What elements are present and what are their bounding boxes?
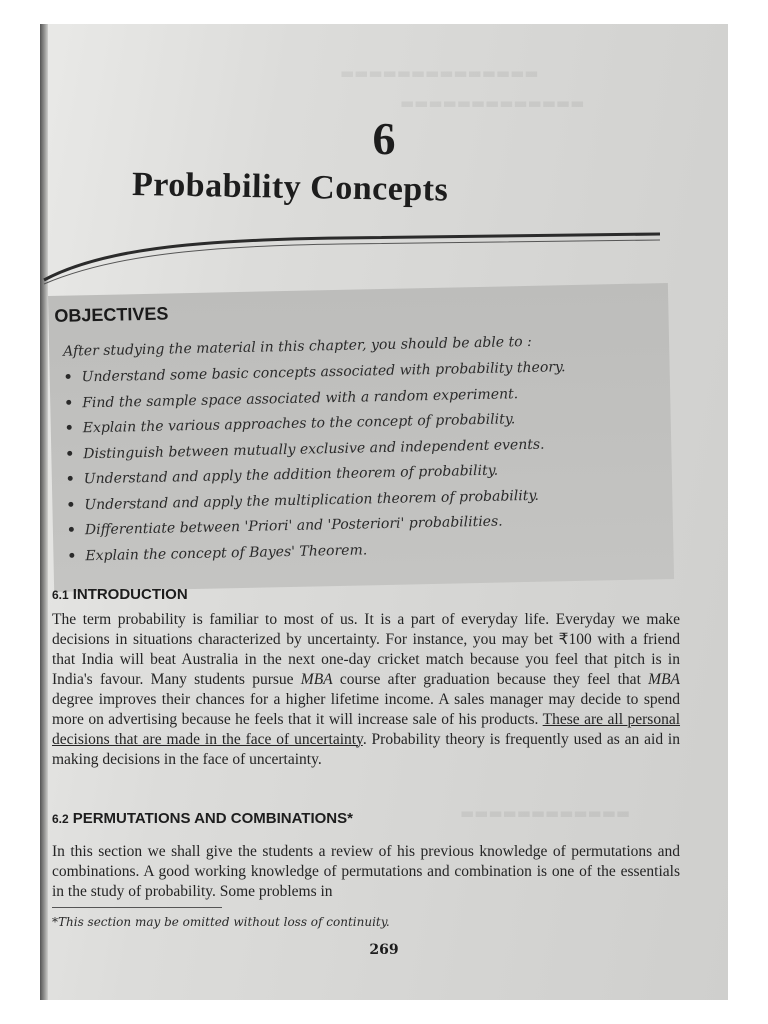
objectives-list xyxy=(64,359,570,573)
chapter-title: Probability Concepts xyxy=(131,166,449,209)
book-spine-shadow xyxy=(40,24,48,1000)
footnote-rule xyxy=(52,907,222,908)
objective-item: • Understand and apply the multiplication theorem of probability. xyxy=(66,487,540,514)
objectives-intro: After studying the material in this chapter, you should be able to : xyxy=(63,333,532,360)
objectives-heading: OBJECTIVES xyxy=(54,303,169,326)
introduction-paragraph: The term probability is familiar to most of us. It is a part of everyday life. Everyday we make decisions in situations characterized by uncertainty. For instance, you may bet ₹100 with a friend that India will beat Australia in the next one-day cricket match because you feel that pitch is in India's favour. Many students pursue MBA course after graduation because they feel that MBA degree improves their chances for a higher lifetime income. A sales manager may decide to spend more on advertising because he feels that it will increase sale of his products. These are all personal decisions that are made in the face of uncertainty. Probability theory is frequently used as an aid in making decisions in the face of uncertainty. xyxy=(52,611,681,768)
objective-item: • Find the sample space associated with a random experiment. xyxy=(64,385,519,412)
objective-item: • Explain the concept of Bayes' Theorem. xyxy=(67,541,368,565)
page-number: 269 xyxy=(369,942,399,958)
section-heading-introduction: 6.1 INTRODUCTION xyxy=(52,586,188,603)
chapter-number: 6 xyxy=(372,113,396,164)
objective-item: • Distinguish between mutually exclusive and independent events. xyxy=(65,436,545,463)
objective-item: • Understand some basic concepts associated with probability theory. xyxy=(63,359,566,386)
title-swoosh-rule xyxy=(40,206,728,286)
objectives-box xyxy=(48,283,674,592)
objective-item: • Explain the various approaches to the concept of probability. xyxy=(64,411,516,437)
objective-item: • Understand and apply the addition theorem of probability. xyxy=(65,462,499,488)
footnote: *This section may be omitted without loss of continuity. xyxy=(52,915,390,929)
section-heading-permutations: 6.2 PERMUTATIONS AND COMBINATIONS* xyxy=(52,810,353,827)
permutations-paragraph: In this section we shall give the students a review of his previous knowledge of permutations and combinations. A good working knowledge of permutations and combination is one of the essentials in the study of probability. Some problems in xyxy=(52,843,680,900)
book-page: ▬▬▬▬▬▬▬▬▬▬▬▬▬▬ ▬▬▬▬▬▬▬▬▬▬▬▬▬ ▬▬▬▬▬▬▬▬▬▬▬▬ 6 Probability Concepts OBJECTIVES After studying the material in this chapter, you should be able to : • Understand some basic concepts associated with probability theory. • Find the sample space associated with a random experiment. • Explain the various approaches to the concept of probability. • Distinguish between mutually exclusive and independent events. • Understand and apply the addition theorem of probability. • Understand and apply the multiplication theorem of probability. • Differentiate between 'Priori' and 'Posteriori' probabilities. • Explain the concept of Bayes' Theorem. 6.1 INTRODUCTION The term probability is familiar to most of us. It is a part of everyday life. Everyday we make decisions in situations characterized by uncertainty. For instance, you may bet ₹100 with a friend that India will beat Australia in the next one-day cricket match because you feel that pitch is in India's favour. Many students pursue MBA course after graduation because they feel that MBA degree improves their chances for a higher lifetime income. A sales manager may decide to spend more on advertising because he feels that it will increase sale of his products. These are all personal decisions that are made in the face of uncertainty. Probability theory is frequently used as an aid in making decisions in the face of uncertainty. 6.2 PERMUTATIONS AND COMBINATIONS* In this section we shall give the students a review of his previous knowledge of permutations and combinations. A good working knowledge of permutations and combination is one of the essentials in the study of probability. Some problems in *This section may be omitted without loss of continuity. 269 xyxy=(40,24,728,1000)
objective-item: • Differentiate between 'Priori' and 'Posteriori' probabilities. xyxy=(66,513,503,539)
underlined-sentence: These are all personal decisions that are made in the face of uncertainty xyxy=(52,711,681,748)
